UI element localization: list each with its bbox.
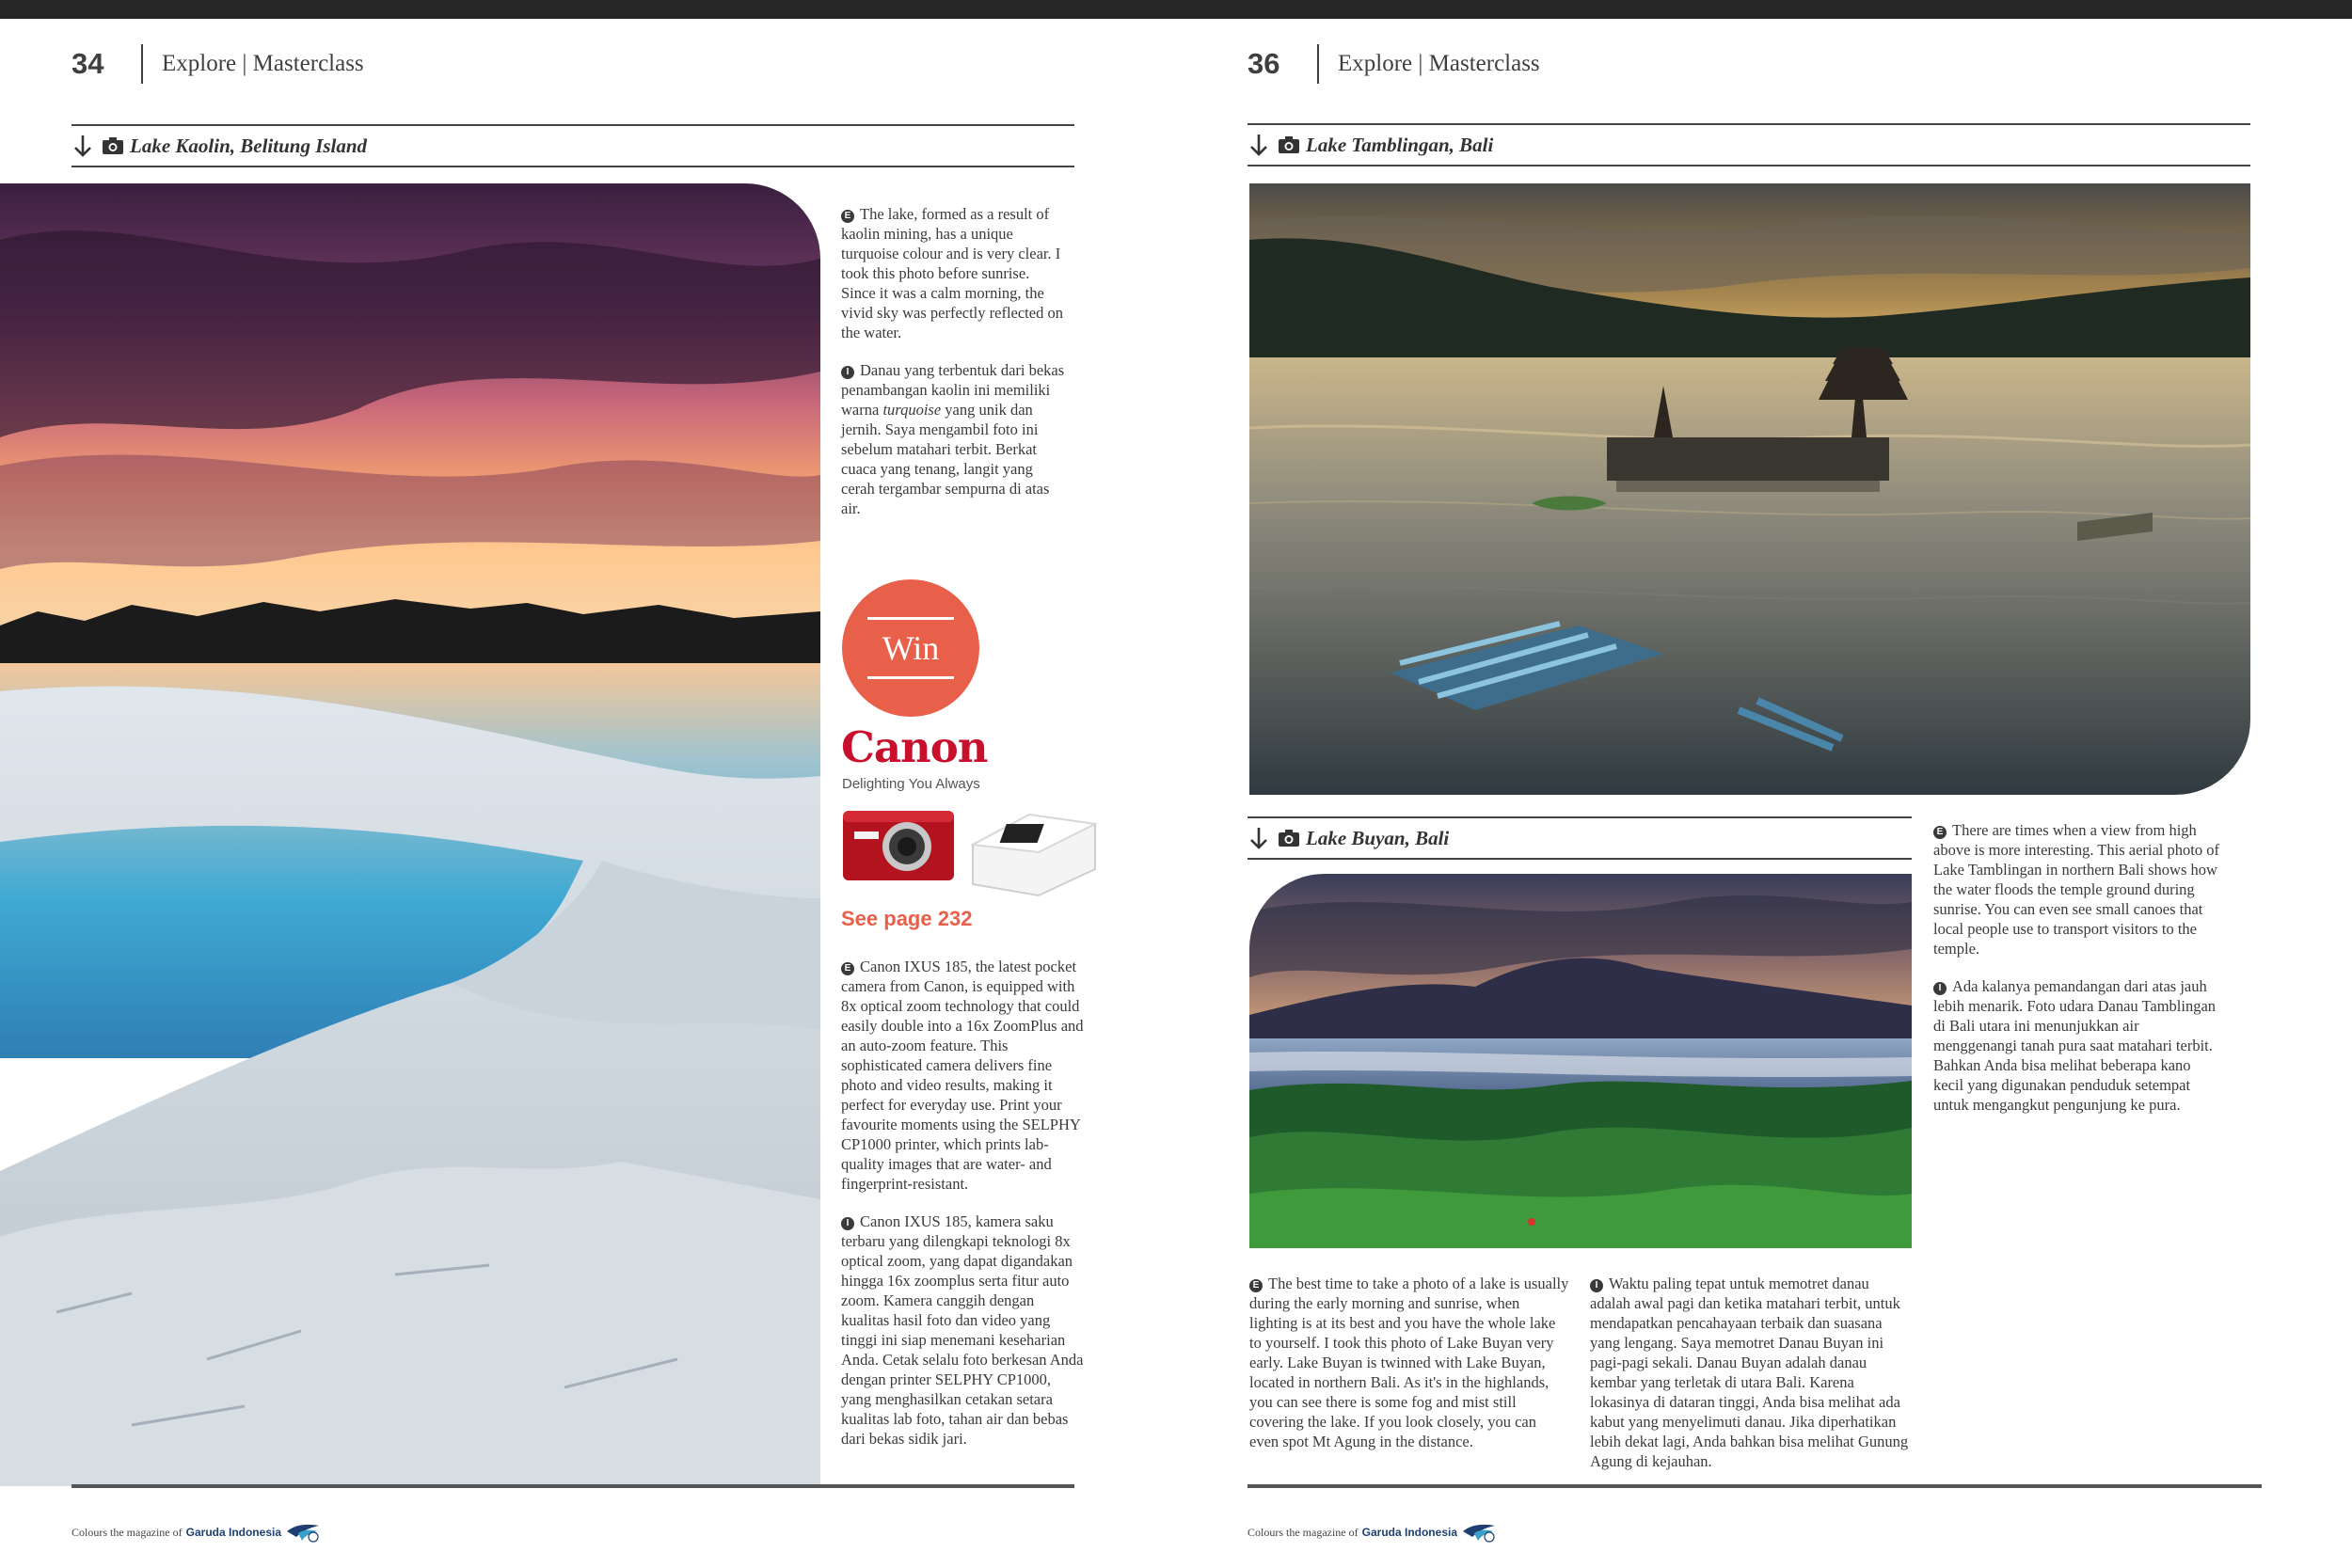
footer: Colours the magazine of Garuda Indonesia [1248,1522,1497,1543]
promo-english-paragraph: E Canon IXUS 185, the latest pocket camera from Canon, is equipped with 8x optical zoom technology that could easily double into a 16x ZoomPlus and an auto-zoom feature. This sophisticated camera delivers fine photo and video results, making it perfect for everyday use. Print your favourite moments using the SELPHY CP1000 printer, which prints lab-quality images that are water- and fingerprint-resistant. [841,958,1084,1193]
promo-indonesian-paragraph: I Canon IXUS 185, kamera saku terbaru yang dilengkapi teknologi 8x optical zoom, yang dapat digandakan hingga 16x zoomplus serta fitur auto zoom. Kamera canggih dengan kualitas hasil foto dan video yang tinggi ini siap menemani keseharian Anda. Cetak selalu foto berkesan Anda dengan printer SELPHY CP1000, yang menghasilkan cetakan setara kualitas lab foto, tahan air dan bebas dari bekas sidik jari. [841,1212,1084,1448]
camera-icon [1278,829,1300,847]
indonesian-badge: I [1933,982,1947,995]
tamblingan-english-paragraph: E There are times when a view from high above is more interesting. This aerial photo of Lake Tamblingan in northern Bali shows how the water floods the temple ground during sunrise. You can even see small canoes that local people use to transport visitors to the temple. [1933,821,2219,958]
page-header [72,36,364,92]
kaolin-indonesian-paragraph: I Danau yang terbentuk dari bekas penambangan kaolin ini memiliki warna turquoise yang unik dan jernih. Saya mengambil foto ini sebelum matahari terbit. Berkat cuaca yang tenang, langit yang cerah tergambar sempurna di atas air. [841,361,1065,517]
section-title: Explore | Masterclass [162,51,364,76]
kaolin-text-column [841,204,1067,536]
garuda-logo-icon [285,1522,321,1543]
tamblingan-text-column [1933,820,2223,1132]
english-badge: E [1249,1279,1263,1292]
canon-tagline: Delighting You Always [842,776,980,792]
english-badge: E [1933,826,1947,839]
lake-kaolin-photo [0,183,820,1486]
win-line-bottom [867,676,954,679]
see-page-link[interactable]: See page 232 [841,907,973,930]
footer: Colours the magazine of Garuda Indonesia [72,1522,321,1543]
camera-icon [1278,135,1300,154]
win-text: Win [882,629,940,667]
win-badge [842,579,979,717]
buyan-indonesian-column [1590,1274,1910,1489]
page-number: 34 [72,47,104,80]
location-label: Lake Buyan, Bali [1306,826,1450,849]
location-label-bar [72,124,1074,167]
location-label: Lake Kaolin, Belitung Island [130,134,368,157]
promo-text-column [841,957,1084,1466]
footer-rule [1248,1484,2262,1488]
section-title: Explore | Masterclass [1338,51,1540,76]
location-label: Lake Tamblingan, Bali [1306,133,1494,156]
page-header [1248,36,1540,92]
right-page [1176,19,2352,1568]
indonesian-badge: I [841,366,854,379]
arrow-down-icon [1248,132,1270,158]
kaolin-english-paragraph: E The lake, formed as a result of kaolin mining, has a unique turquoise colour and is very clear. I took this photo before sunrise. Since it was a calm morning, the vivid sky was perfectly reflected on the water. [841,205,1063,341]
footer-brand: Garuda Indonesia [1361,1526,1457,1539]
indonesian-badge: I [841,1217,854,1230]
arrow-down-icon [1248,825,1270,851]
header-divider [141,44,143,84]
english-badge: E [841,962,854,975]
lake-tamblingan-photo [1249,183,2250,795]
tamblingan-indonesian-paragraph: I Ada kalanya pemandangan dari atas jauh lebih menarik. Foto udara Danau Tamblingan di Bali utara ini menunjukkan air menggenangi tanah pura saat matahari terbit. Bahkan Anda bisa melihat beberapa kano kecil yang digunakan penduduk setempat untuk mengangkut pengunjung ke pura. [1933,977,2217,1114]
canon-logo: Canon [841,722,988,772]
camera-icon [102,136,124,155]
garuda-logo-icon [1461,1522,1497,1543]
win-line-top [867,617,954,620]
arrow-down-icon [72,133,94,159]
location-label-bar [1248,816,1912,860]
english-badge: E [841,210,854,223]
left-page [0,19,1176,1568]
location-label-bar [1248,123,2250,166]
lake-buyan-photo [1249,874,1912,1248]
buyan-indonesian-paragraph: I Waktu paling tepat untuk memotret danau adalah awal pagi dan ketika matahari terbit, untuk mendapatkan pencahayaan terbaik dan suasana yang lengang. Saya memotret Danau Buyan ini pagi-pagi sekali. Danau Buyan adalah danau kembar yang terletak di utara Bali. Karena lokasinya di dataran tinggi, Anda bisa melihat ada kabut yang menyelimuti danau. Jika diperhatikan lebih dekat lagi, Anda bahkan bisa melihat Gunung Agung di kejauhan. [1590,1275,1909,1470]
prize-products-image [841,798,1106,899]
footer-rule [72,1484,1074,1488]
buyan-english-column [1249,1274,1569,1469]
indonesian-badge: I [1590,1279,1603,1292]
footer-brand: Garuda Indonesia [185,1526,281,1539]
page-number: 36 [1248,47,1280,80]
header-divider [1317,44,1319,84]
buyan-english-paragraph: E The best time to take a photo of a lake is usually during the early morning and sunrise, when lighting is at its best and you have the whole lake to yourself. I took this photo of Lake Buyan very early. Lake Buyan is twinned with Lake Buyan, located in northern Bali. As it's in the highlands, you can see there is some fog and mist still covering the lake. If you look closely, you can even spot Mt Agung in the distance. [1249,1275,1569,1450]
top-bar [0,0,2352,19]
